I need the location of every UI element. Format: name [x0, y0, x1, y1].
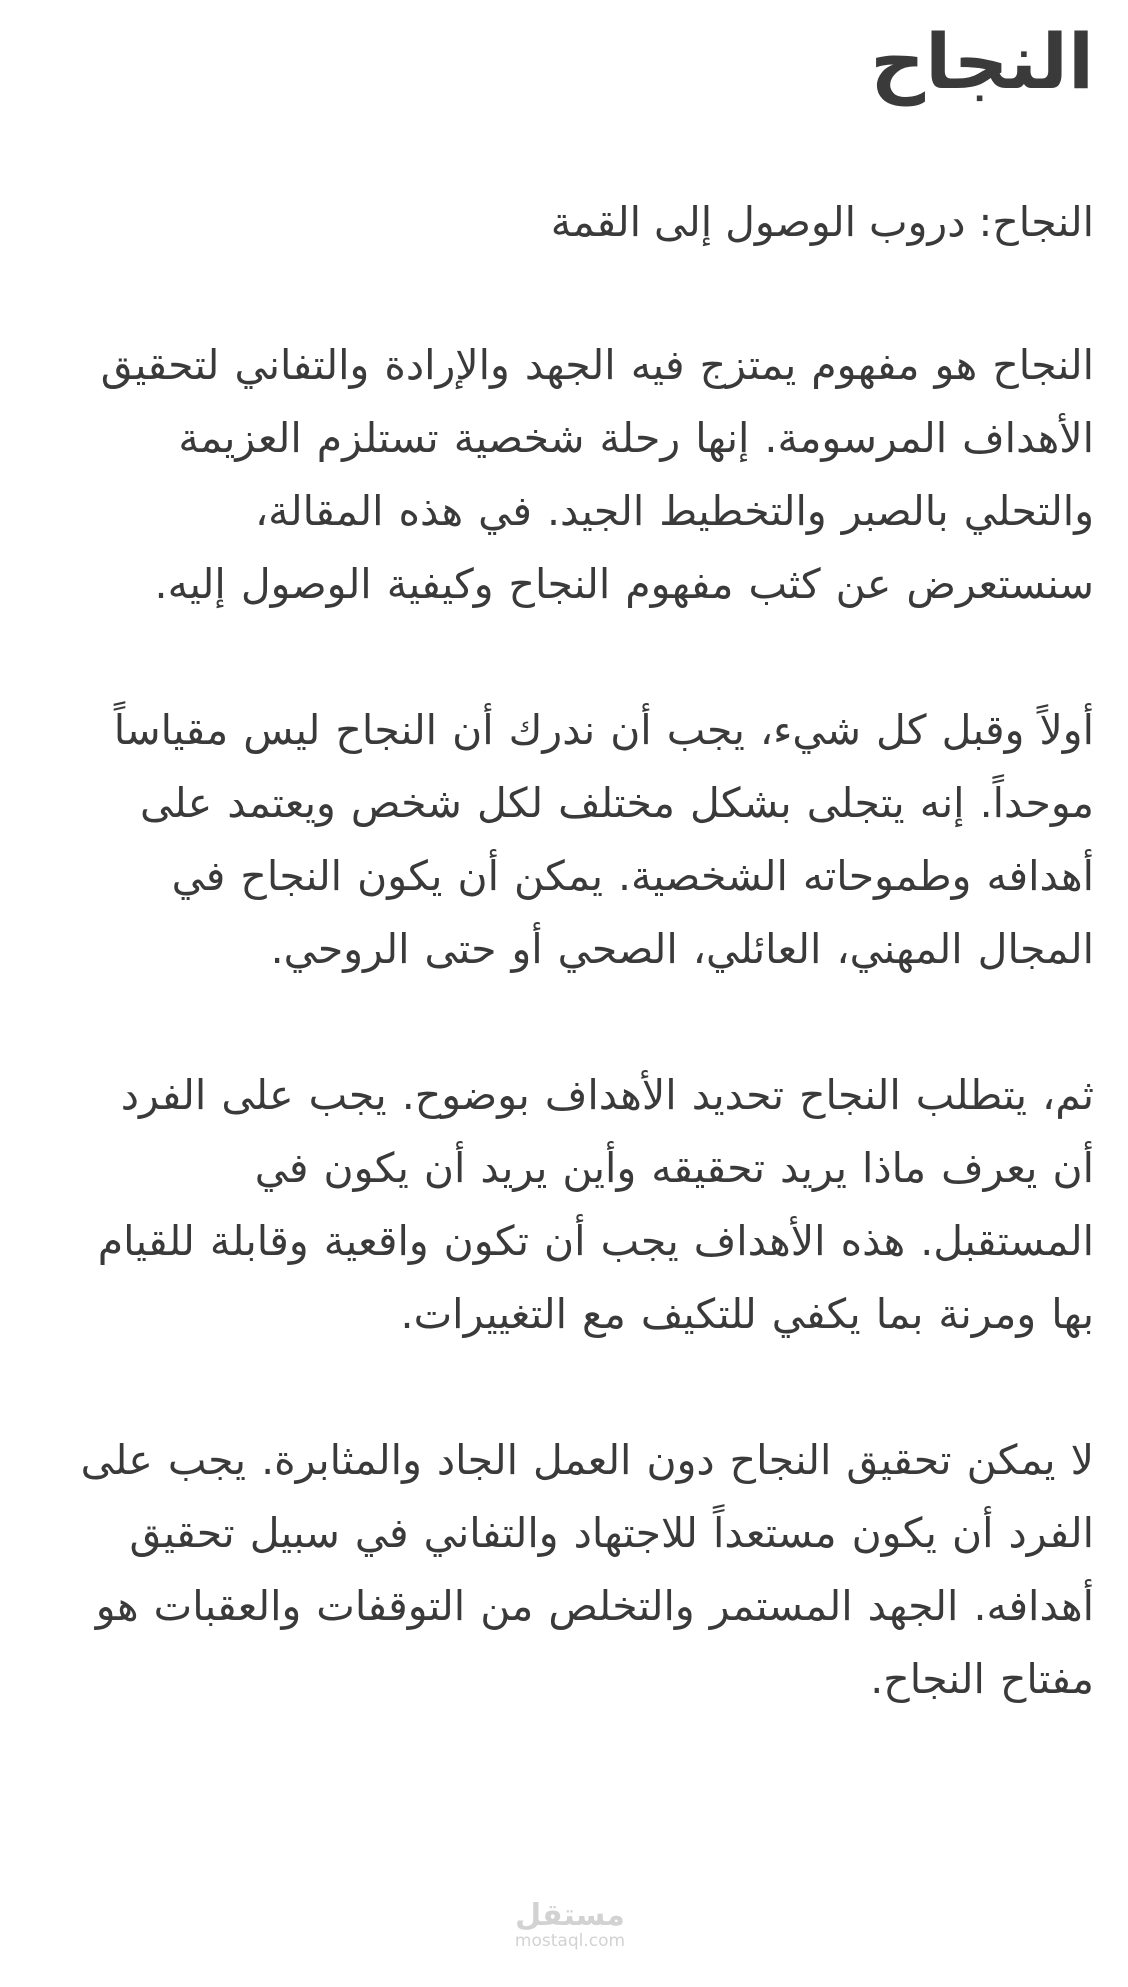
watermark-url: mostaql.com: [514, 1931, 626, 1951]
paragraph-1: النجاح هو مفهوم يمتزج فيه الجهد والإرادة والتفاني لتحقيق الأهداف المرسومة. إنها رحلة شخصية تستلزم العزيمة والتحلي بالصبر والتخطيط الجيد. في هذه المقالة، سنستعرض عن كثب مفهوم النجاح وكيفية الوصول إليه.: [100, 341, 1094, 608]
article: [74, 0, 1094, 1716]
paragraph-4: لا يمكن تحقيق النجاح دون العمل الجاد والمثابرة. يجب على الفرد أن يكون مستعداً للاجتهاد والتفاني في سبيل تحقيق أهدافه. الجهد المستمر والتخلص من التوقفات والعقبات هو مفتاح النجاح.: [80, 1436, 1094, 1703]
paragraph-2: أولاً وقبل كل شيء، يجب أن ندرك أن النجاح ليس مقياساً موحداً. إنه يتجلى بشكل مختلف لكل شخص ويعتمد على أهدافه وطموحاته الشخصية. يمكن أن يكون النجاح في المجال المهني، العائلي، الصحي أو حتى الروحي.: [113, 706, 1094, 973]
mostaql-watermark: [500, 1900, 640, 1950]
page-title: النجاح: [870, 17, 1094, 106]
paragraph-3: ثم، يتطلب النجاح تحديد الأهداف بوضوح. يجب على الفرد أن يعرف ماذا يريد تحقيقه وأين يريد أن يكون في المستقبل. هذه الأهداف يجب أن تكون واقعية وقابلة للقيام بها ومرنة بما يكفي للتكيف مع التغييرات.: [97, 1071, 1094, 1338]
article-subtitle: النجاح: دروب الوصول إلى القمة: [550, 198, 1094, 246]
watermark-logo: مستقل: [515, 1898, 625, 1933]
